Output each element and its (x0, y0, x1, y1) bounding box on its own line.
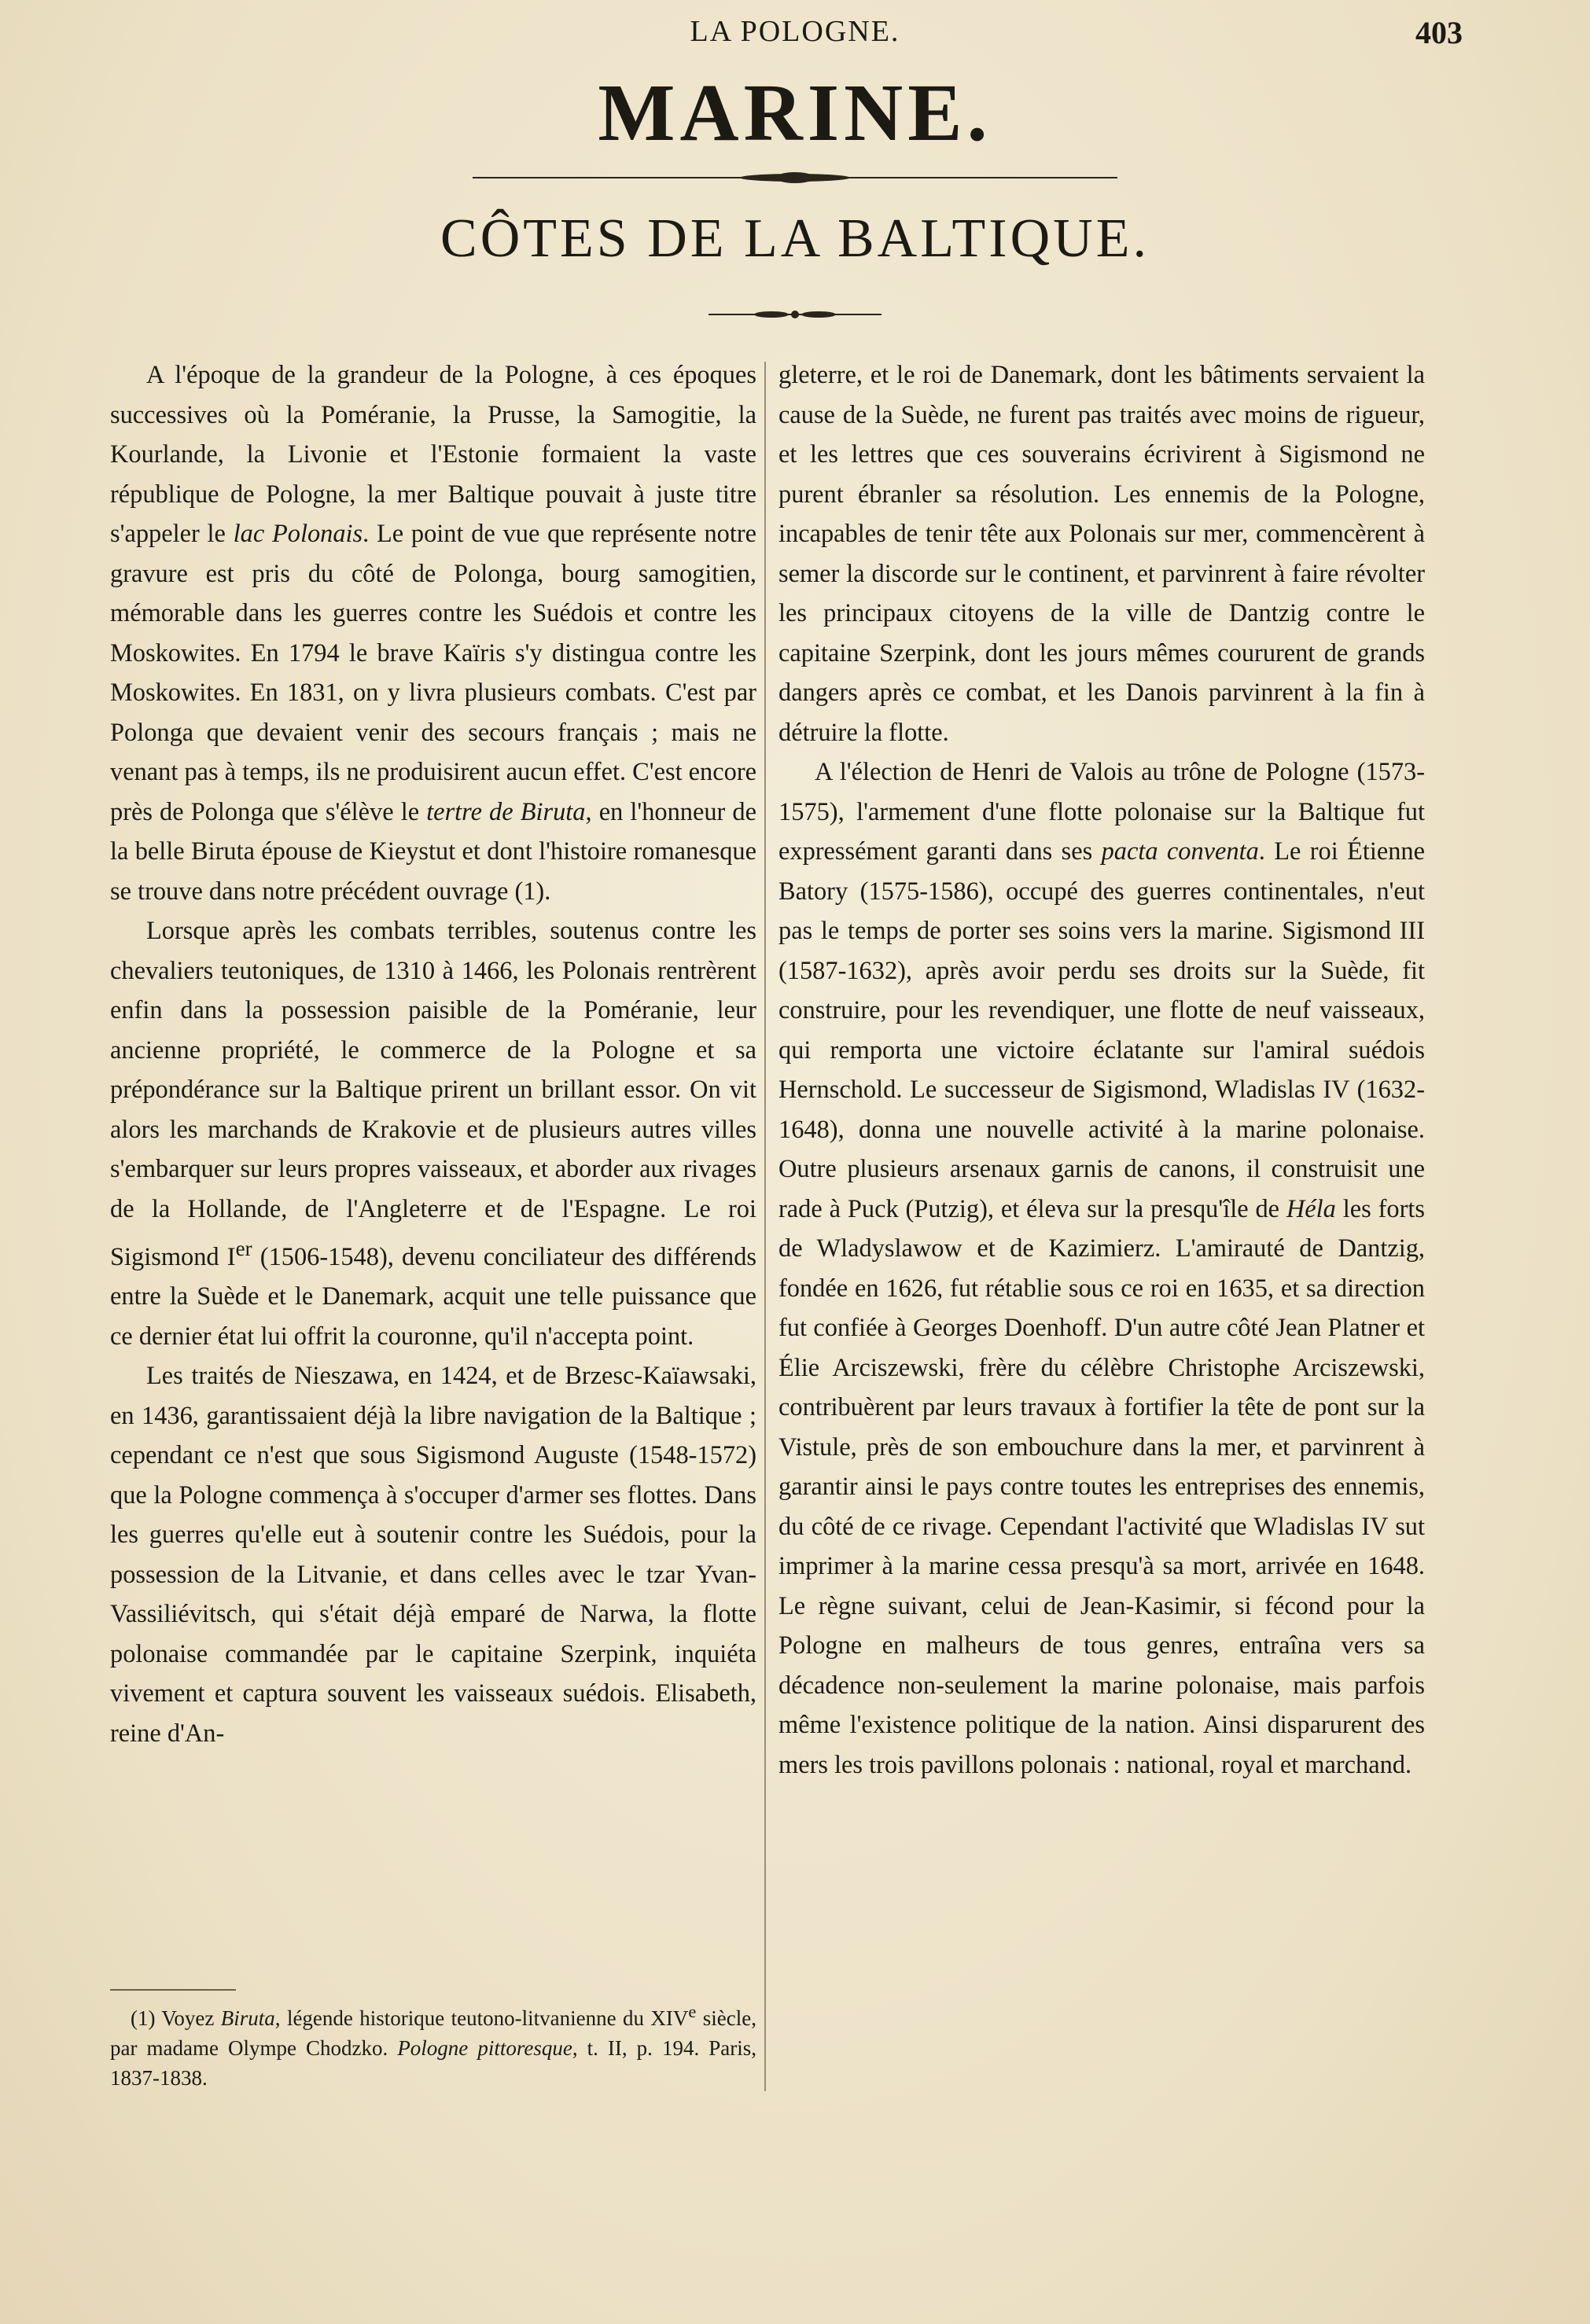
text-run: . Le roi Étienne Batory (1575-1586), occupé des guerres continentales, n'eut pas le temps de porter ses soins vers la marine. Sigismond III (1587-1632), après avoir perdu ses droits sur la Suède, fit construire, pour les revendiquer, une flotte de neuf vaisseaux, qui remporta une victoire éclatante sur l'amiral suédois Hernschold. Le successeur de Sigismond, Wladislas IV (1632-1648), donna une nouvelle activité à la marine polonaise. Outre plusieurs arsenaux garnis de canons, il construisit une rade à Puck (Putzig), et éleva sur la presqu'île de (778, 837, 1425, 1223)
ornamental-rule-top (473, 170, 1117, 186)
footnote (110, 1997, 756, 2093)
italic-text: lac Polonais (233, 520, 363, 548)
italic-text: pacta conventa (1101, 837, 1259, 866)
paragraph (110, 911, 756, 1356)
column-divider (764, 362, 766, 2091)
italic-text: Biruta (220, 2006, 275, 2030)
text-run: siècle, par madame Olympe Chodzko. (110, 2006, 756, 2060)
footnote-rule (110, 1989, 236, 1991)
right-column (778, 355, 1425, 1785)
section-title: MARINE. (598, 68, 992, 158)
running-header (0, 14, 1590, 61)
page-number: 403 (1415, 15, 1463, 50)
superscript: er (235, 1237, 252, 1260)
text-run: Les traités de Nieszawa, en 1424, et de Brzesc-Kaïawsaki, en 1436, garantissaient déjà la libre navigation de la Baltique ; cependant ce n'est que sous Sigismond Auguste (1548-1572) que la Pologne commença à s'occuper d'armer ses flottes. Dans les guerres qu'elle eut à soutenir contre les Suédois, pour la possession de la Litvanie, et dans celles avec le tzar Yvan-Vassiliévitsch, qui s'était déjà emparé de Narwa, la flotte polonaise commandée par le capitaine Szerpink, inquiéta vivement et captura souvent les vaisseaux suédois. Elisabeth, reine d'An- (110, 1362, 756, 1748)
running-title: LA POLOGNE. (690, 15, 900, 48)
text-run: , en l'honneur de la belle Biruta épouse de Kieystut et dont l'histoire romanesque se trouve dans notre précédent ouvrage (1). (110, 797, 757, 906)
text-run: . Le point de vue que représente notre gravure est pris du côté de Polonga, bourg samogitien, mémorable dans les guerres contre les Suédois et contre les Moskowites. En 1794 le brave Kaïris s'y distingua contre les Moskowites. En 1831, on y livra plusieurs combats. C'est par Polonga que devaient venir des secours français ; mais ne venant pas à temps, ils ne produisirent aucun effet. C'est encore près de Polonga que s'élève le (110, 520, 756, 826)
subtitle: CÔTES DE LA BALTIQUE. (440, 208, 1150, 269)
ornamental-rule-sub (709, 308, 881, 321)
text-run: les forts de Wladyslawow et de Kazimierz. L'amirauté de Dantzig, fondée en 1626, fut rétablie sous ce roi en 1635, et sa direction fut confiée à Georges Doenhoff. D'un autre côté Jean Platner et Élie Arciszewski, frère du célèbre Christophe Arciszewski, contribuèrent par leurs travaux à fortifier la tête de pont sur la Vistule, près de son embouchure dans la mer, et parvinrent à garantir ainsi le pays contre toutes les entreprises des ennemis, du côté de ce rivage. Cependant l'activité que Wladislas IV sut imprimer à la marine cessa presqu'à sa mort, arrivée en 1648. Le règne suivant, celui de Jean-Kasimir, si fécond pour la Pologne en malheurs de tous genres, entraîna vers sa décadence non-seulement la marine polonaise, mais parfois même l'existence politique de la nation. Ainsi disparurent des mers les trois pavillons polonais : national, royal et marchand. (778, 1194, 1425, 1779)
paragraph (778, 752, 1425, 1785)
superscript: e (688, 2002, 697, 2021)
text-run: gleterre, et le roi de Danemark, dont les bâtiments servaient la cause de la Suède, ne furent pas traités avec moins de rigueur, et les lettres que ces souverains écrivirent à Sigismond ne purent ébranler sa résolution. Les ennemis de la Pologne, incapables de tenir tête aux Polonais sur mer, commencèrent à semer la discorde sur le continent, et parvinrent à faire révolter les principaux citoyens de la ville de Dantzig contre le capitaine Szerpink, dont les jours mêmes coururent de grands dangers après ce combat, et les Danois parvinrent à la fin à détruire la flotte. (778, 361, 1425, 747)
text-run: (1506-1548), devenu conciliateur des différends entre la Suède et le Danemark, acquit une telle puissance que ce dernier état lui offrit la couronne, qu'il n'accepta point. (110, 1242, 757, 1351)
left-column (110, 355, 756, 1753)
italic-text: Héla (1286, 1194, 1336, 1223)
paragraph (110, 1356, 756, 1753)
italic-text: tertre de Biruta (426, 797, 586, 826)
text-run: A l'époque de la grandeur de la Pologne, à ces époques successives où la Poméranie, la Prusse, la Samogitie, la Kourlande, la Livonie et l'Estonie formaient la vaste république de Pologne, la mer Baltique pouvait à juste titre s'appeler le (110, 361, 756, 548)
paragraph (778, 355, 1425, 752)
text-run: , légende historique teutono-litvanienne du XIV (274, 2006, 689, 2030)
text-run: (1) Voyez (131, 2006, 221, 2030)
text-run: A l'élection de Henri de Valois au trône de Pologne (1573-1575), l'armement d'une flotte polonaise sur la Baltique fut expressément garanti dans ses (778, 758, 1425, 866)
footnote-text (110, 1997, 756, 2093)
italic-text: Pologne pittoresque (397, 2036, 572, 2060)
paragraph (110, 355, 756, 911)
text-run: Lorsque après les combats terribles, soutenus contre les chevaliers teutoniques, de 1310 à 1466, les Polonais rentrèrent enfin dans la possession paisible de la Poméranie, leur ancienne propriété, le commerce de la Pologne et sa prépondérance sur la Baltique prirent un brillant essor. On vit alors les marchands de Krakovie et de plusieurs autres villes s'embarquer sur leurs propres vaisseaux, et aborder aux rivages de la Hollande, de l'Angleterre et de l'Espagne. Le roi Sigismond I (110, 917, 756, 1271)
text-run: , t. II, p. 194. Paris, 1837-1838. (110, 2036, 756, 2090)
